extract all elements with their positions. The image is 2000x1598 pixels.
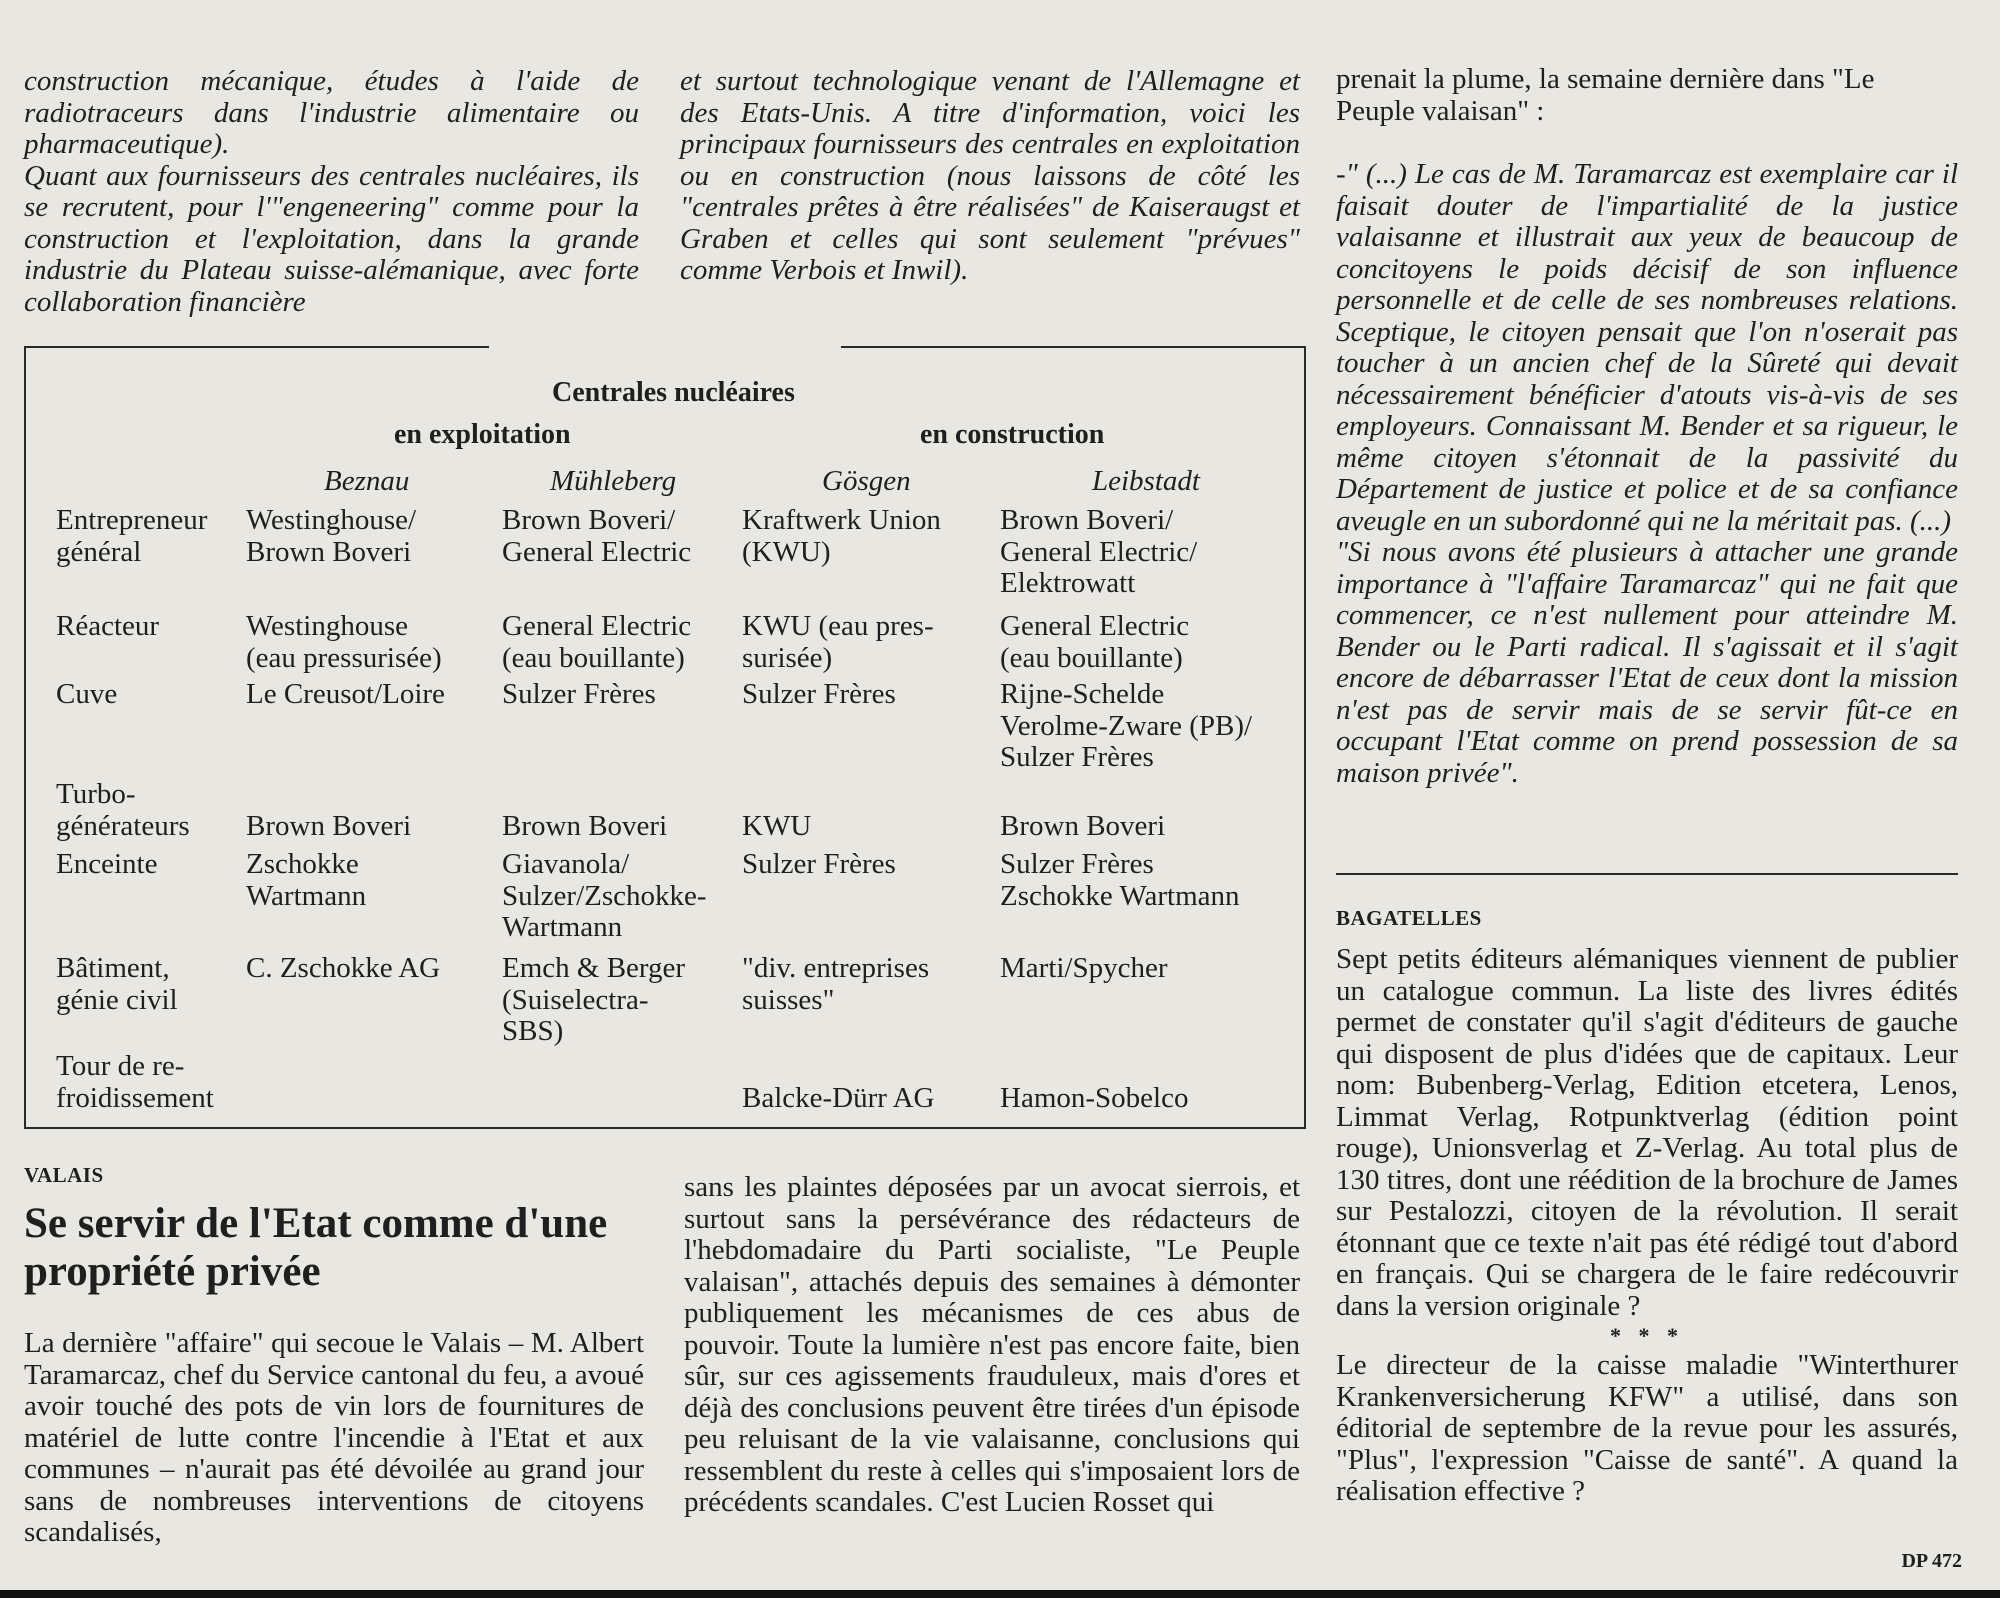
cell-enceinte-beznau: Zschokke Wartmann [246, 848, 367, 912]
top-left-paragraph-1: construction mécanique, études à l'aide de radiotraceurs dans l'industrie alimentaire ou pharmaceutique). [24, 65, 639, 160]
row-label-enceinte: Enceinte [56, 848, 158, 880]
page-reference: DP 472 [1901, 1550, 1962, 1572]
cell-entrepreneur-muehleberg: Brown Boveri/ General Electric [502, 504, 692, 568]
quote-paragraph-2: "Si nous avons été plusieurs à attacher une grande importance à "l'affaire Taramarcaz" qui ne fait que commencer, ce n'est nullement pour atteindre M. Bender ou le Parti radical. Il s'agissait et il s'agit encore de débarrasser l'Etat de ceux dont la mission n'est pas de servir mais de se servir fût-ce en occupant l'Etat comme on prend possession de sa maison privée". [1336, 536, 1958, 789]
row-label-reacteur: Réacteur [56, 610, 160, 642]
section-separator: * * * [1610, 1323, 1684, 1348]
valais-paragraph-1: La dernière "affaire" qui secoue le Valais – M. Albert Taramarcaz, chef du Service cantonal du feu, a avoué avoir touché des pots de vin lors de fournitures de matériel de lutte contre l'incendie à l'Etat et aux communes – n'aurait pas été dévoilée au grand jour sans de nombreuses interventions de citoyens scandalisés, [24, 1327, 644, 1548]
cell-enceinte-leibstadt: Sulzer Frères Zschokke Wartmann [1000, 848, 1240, 912]
cell-turbo-goesgen: KWU [742, 810, 812, 842]
bottom-edge-bar [0, 1590, 2000, 1598]
cell-enceinte-goesgen: Sulzer Frères [742, 848, 896, 880]
cell-batiment-muehleberg: Emch & Berger (Suiselectra- SBS) [502, 952, 686, 1047]
valais-column-2 [684, 1172, 1300, 1519]
cell-batiment-leibstadt: Marti/Spycher [1000, 952, 1168, 984]
row-label-entrepreneur: Entrepreneur général [56, 504, 208, 568]
cell-cuve-muehleberg: Sulzer Frères [502, 678, 656, 710]
nuclear-plants-table [24, 347, 1306, 1129]
valais-column-1 [24, 1328, 644, 1549]
top-middle-column [680, 66, 1300, 287]
cell-turbo-leibstadt: Brown Boveri [1000, 810, 1166, 842]
cell-tour-leibstadt: Hamon-Sobelco [1000, 1082, 1189, 1114]
table-group-operating: en exploitation [394, 419, 571, 450]
cell-reacteur-beznau: Westinghouse (eau pressurisée) [246, 610, 442, 674]
bagatelles-paragraph-1: Sept petits éditeurs alémaniques viennent de publier un catalogue commun. La liste des livres édités permet de constater qu'il s'agit d'éditeurs de gauche qui disposent de plus d'idées que de capitaux. Leur nom: Bubenberg-Verlag, Edition etcetera, Lenos, Limmat Verlag, Rotpunktverlag (édition point rouge), Unionsverlag et Z-Verlag. Au total plus de 130 titres, dont une réédition de la brochure de James sur Pestalozzi, citoyen de la révolution. Il serait étonnant que ce texte n'ait pas été rédigé tout d'abord en français. Qui se chargera de le faire redécouvrir dans la version originale ? [1336, 943, 1958, 1322]
quote-intro: prenait la plume, la semaine dernière dans "Le Peuple valaisan" : [1336, 63, 1875, 127]
cell-cuve-beznau: Le Creusot/Loire [246, 678, 445, 710]
row-label-cuve: Cuve [56, 678, 118, 710]
cell-entrepreneur-leibstadt: Brown Boveri/ General Electric/ Elektrowatt [1000, 504, 1198, 599]
cell-batiment-goesgen: "div. entreprises suisses" [742, 952, 930, 1016]
cell-turbo-beznau: Brown Boveri [246, 810, 412, 842]
bagatelles-rule [1336, 873, 1958, 875]
cell-reacteur-goesgen: KWU (eau pres- surisée) [742, 610, 934, 674]
top-middle-paragraph: et surtout technologique venant de l'Allemagne et des Etats-Unis. A titre d'information, voici les principaux fournisseurs des centrales en exploitation ou en construction (nous laissons de côté les "centrales prêtes à être réalisées" de Kaiseraugst et Graben et celles qui sont seulement "prévues" comme Verbois et Inwil). [680, 65, 1300, 286]
top-left-column [24, 66, 639, 318]
cell-cuve-leibstadt: Rijne-Schelde Verolme-Zware (PB)/ Sulzer Frères [1000, 678, 1253, 773]
row-label-tour: Tour de re- froidissement [56, 1050, 214, 1114]
cell-turbo-muehleberg: Brown Boveri [502, 810, 668, 842]
table-group-construction: en construction [920, 419, 1105, 450]
plant-header-leibstadt: Leibstadt [1092, 465, 1200, 497]
cell-enceinte-muehleberg: Giavanola/ Sulzer/Zschokke- Wartmann [502, 848, 707, 943]
plant-header-goesgen: Gösgen [822, 465, 911, 497]
cell-tour-goesgen: Balcke-Dürr AG [742, 1082, 935, 1114]
bagatelles-kicker: BAGATELLES [1336, 906, 1482, 930]
cell-entrepreneur-beznau: Westinghouse/ Brown Boveri [246, 504, 417, 568]
plant-header-muehleberg: Mühleberg [550, 465, 677, 497]
quote-paragraph-1: -" (...) Le cas de M. Taramarcaz est exemplaire car il faisait douter de l'impartialité de la justice valaisanne et illustrait aux yeux de beaucoup de concitoyens le poids décisif de son influence personnelle et de celle de ses nombreuses relations. Sceptique, le citoyen pensait que l'on n'oserait pas toucher à un ancien chef de la Sûreté qui devait nécessairement bénéficier d'atouts vis-à-vis de ses employeurs. Connaissant M. Bender et sa rigueur, le même citoyen s'étonnait de la passivité du Département de justice et police et de sa confiance aveugle en un subordonné qui ne la méritait pas. (...) [1336, 158, 1958, 537]
row-label-turbogenerateurs: Turbo- générateurs [56, 778, 190, 842]
right-column-quote [1336, 64, 1958, 789]
cell-cuve-goesgen: Sulzer Frères [742, 678, 896, 710]
cell-batiment-beznau: C. Zschokke AG [246, 952, 441, 984]
valais-headline: Se servir de l'Etat comme d'une propriété privée [24, 1200, 608, 1295]
valais-kicker: VALAIS [24, 1163, 104, 1187]
top-left-paragraph-2: Quant aux fournisseurs des centrales nucléaires, ils se recrutent, pour l'"engeneering" comme pour la construction et l'exploitation, dans la grande industrie du Plateau suisse-alémanique, avec forte collaboration financière [24, 159, 639, 318]
bagatelles-column [1336, 944, 1958, 1508]
table-title: Centrales nucléaires [552, 377, 795, 408]
plant-header-beznau: Beznau [324, 465, 410, 497]
cell-entrepreneur-goesgen: Kraftwerk Union (KWU) [742, 504, 941, 568]
valais-paragraph-2: sans les plaintes déposées par un avocat sierrois, et surtout sans la persévérance des rédacteurs de l'hebdomadaire du Parti socialiste, "Le Peuple valaisan", attachés depuis des semaines à démonter publiquement les mécanismes de ces abus de pouvoir. Toute la lumière n'est pas encore faite, bien sûr, sur ces agissements frauduleux, mais d'ores et déjà des conclusions peuvent être tirées d'un épisode peu reluisant de la vie valaisanne, conclusions qui ressemblent du reste à celles qui s'imposaient lors de précédents scandales. C'est Lucien Rosset qui [684, 1171, 1300, 1518]
cell-reacteur-leibstadt: General Electric (eau bouillante) [1000, 610, 1190, 674]
bagatelles-paragraph-2: Le directeur de la caisse maladie "Winterthurer Krankenversicherung KFW" a utilisé, dans son éditorial de septembre de la revue pour les assurés, "Plus", l'expression "Caisse de santé". A quand la réalisation effective ? [1336, 1349, 1958, 1507]
cell-reacteur-muehleberg: General Electric (eau bouillante) [502, 610, 692, 674]
row-label-batiment: Bâtiment, génie civil [56, 952, 178, 1016]
